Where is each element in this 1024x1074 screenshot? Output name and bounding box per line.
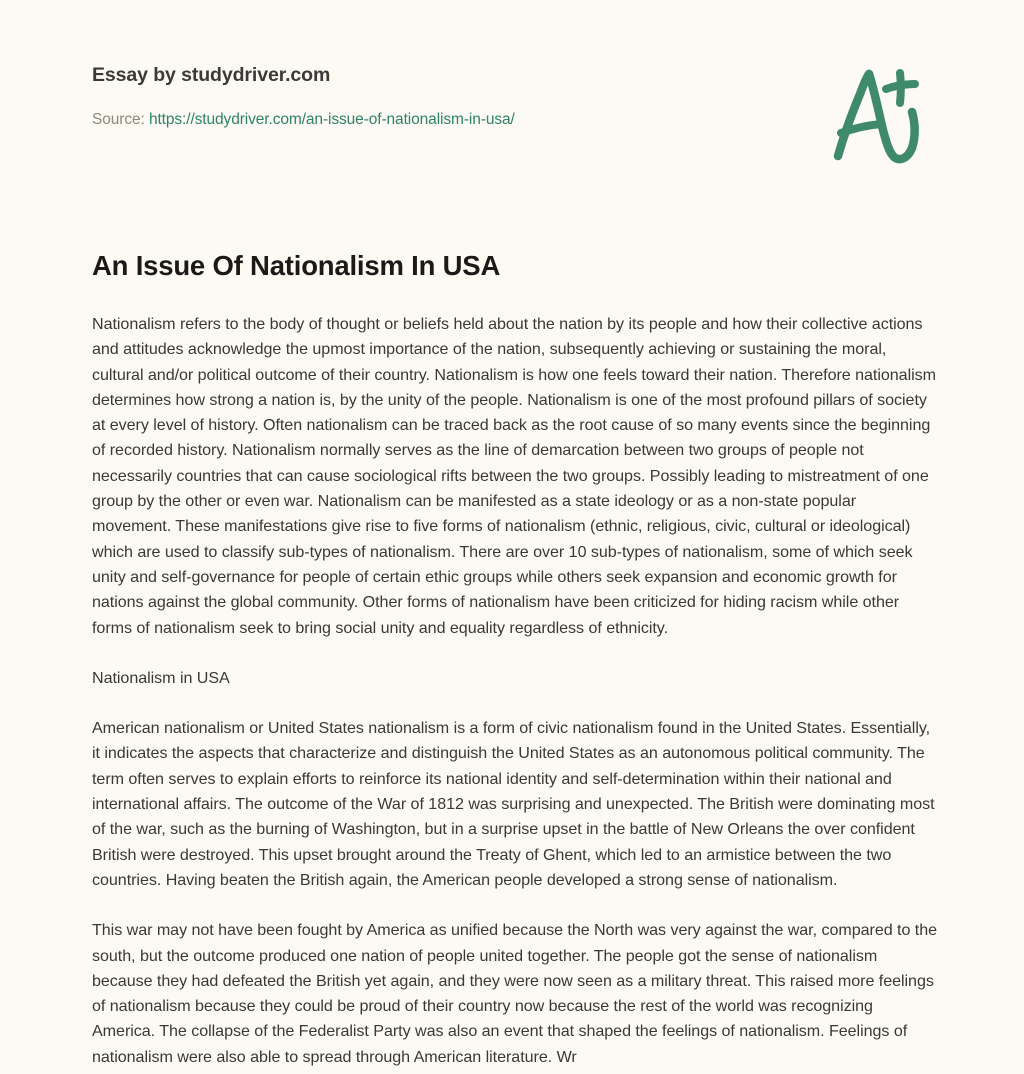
a-plus-logo-icon	[816, 56, 928, 168]
paragraph: This war may not have been fought by America as unified because the North was very against the war, compared to the south, but the outcome produced one nation of people united together. The people got the sense of nationalism because they had defeated the British yet again, and they were now seen as a military threat. This raised more feelings of nationalism because they could be proud of their country now because the rest of the world was recognizing America. The collapse of the Federalist Party was also an event that shaped the feelings of nationalism. Feelings of nationalism were also able to spread through American literature. Wr	[92, 921, 938, 1066]
paragraph: Nationalism refers to the body of thought or beliefs held about the nation by its people and how their collective actions and attitudes acknowledge the upmost importance of the nation, subsequently achieving or sustaining the moral, cultural and/or political outcome of their country. Nationalism is how one feels toward their nation. Therefore nationalism determines how strong a nation is, by the unity of the people. Nationalism is one of the most profound pillars of society at every level of history. Often nationalism can be traced back as the root cause of so many events since the beginning of recorded history. Nationalism normally serves as the line of demarcation between two groups of people not necessarily countries that can cause sociological rifts between the two groups. Possibly leading to mistreatment of one group by the other or even war. Nationalism can be manifested as a state ideology or as a non-state popular movement. These manifestations give rise to five forms of nationalism (ethnic, religious, civic, cultural or ideological) which are used to classify sub-types of nationalism. There are over 10 sub-types of nationalism, some of which seek unity and self-governance for people of certain ethic groups while others seek expansion and economic growth for nations against the global community. Other forms of nationalism have been criticized for hiding racism while other forms of nationalism seek to bring social unity and equality regardless of ethnicity.	[92, 315, 936, 637]
document-header	[92, 62, 792, 131]
essay-body	[92, 312, 937, 1070]
source-label: Source:	[92, 111, 149, 128]
section-heading-nationalism-in-usa: Nationalism in USA	[92, 668, 230, 687]
source-url-link[interactable]: https://studydriver.com/an-issue-of-nationalism-in-usa/	[148, 111, 515, 128]
site-byline: Essay by studydriver.com	[92, 64, 331, 86]
page-title: An Issue Of Nationalism In USA	[92, 250, 501, 281]
paragraph: American nationalism or United States nationalism is a form of civic nationalism found in the United States. Essentially, it indicates the aspects that characterize and distinguish the United States as an autonomous political community. The term often serves to explain efforts to reinforce its national identity and self-determination within their national and international affairs. The outcome of the War of 1812 was surprising and unexpected. The British were dominating most of the war, such as the burning of Washington, but in a surprise upset in the battle of New Orleans the over confident British were destroyed. This upset brought around the Treaty of Ghent, which led to an armistice between the two countries. Having beaten the British again, the American people developed a strong sense of nationalism.	[92, 719, 935, 889]
source-line	[92, 109, 792, 131]
